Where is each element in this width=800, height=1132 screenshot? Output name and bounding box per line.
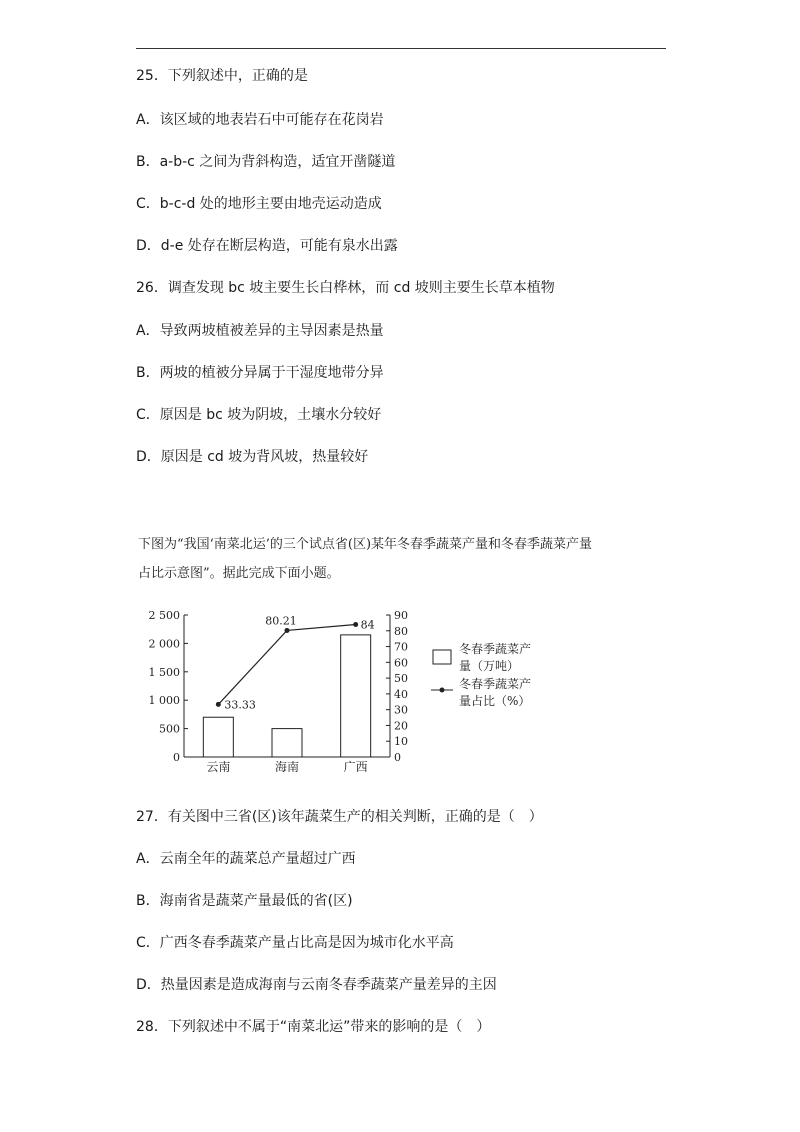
category-label: 云南: [206, 760, 231, 774]
legend-line-marker: [440, 688, 445, 693]
share-label-2: 80.21: [265, 614, 297, 628]
q25-option-a: A．该区域的地表岩石中可能存在花岗岩: [136, 112, 384, 128]
left-tick-label: 2 000: [148, 637, 180, 651]
left-tick-label: 500: [159, 722, 180, 736]
bar-1: [203, 717, 233, 757]
chart-intro-line-1: 下图为“我国‘南菜北运’的三个试点省(区)某年冬春季蔬菜产量和冬春季蔬菜产量: [138, 537, 593, 552]
q27-stem: 27．有关图中三省(区)该年蔬菜生产的相关判断，正确的是（ ）: [136, 809, 543, 825]
legend-line-label-1: 冬春季蔬菜产: [459, 677, 532, 691]
category-label: 海南: [274, 760, 300, 774]
legend-bar-label-1: 冬春季蔬菜产: [459, 642, 532, 656]
q25-stem: 25．下列叙述中，正确的是: [136, 68, 308, 84]
share-point-3: [353, 622, 358, 627]
right-tick-label: 30: [394, 703, 408, 717]
q25-option-c: C．b-c-d 处的地形主要由地壳运动造成: [136, 196, 382, 212]
top-rule: [136, 48, 666, 49]
bar-3: [341, 635, 371, 757]
right-tick-label: 0: [394, 751, 401, 764]
legend-bar-swatch: [433, 650, 451, 664]
bar-2: [272, 729, 302, 757]
q28-stem: 28．下列叙述中不属于“南菜北运”带来的影响的是（ ）: [136, 1019, 491, 1035]
q26-stem: 26．调查发现 bc 坡主要生长白桦林，而 cd 坡则主要生长草本植物: [136, 280, 555, 296]
share-label-1: 33.33: [224, 698, 256, 712]
right-tick-label: 40: [394, 687, 408, 701]
q26-option-b: B．两坡的植被分异属于干湿度地带分异: [136, 365, 384, 381]
share-point-2: [285, 628, 290, 633]
q27-option-d: D．热量因素是造成海南与云南冬春季蔬菜产量差异的主因: [136, 977, 497, 993]
q27-option-b: B．海南省是蔬菜产量最低的省(区): [136, 893, 353, 909]
q26-option-d: D．原因是 cd 坡为背风坡，热量较好: [136, 449, 369, 465]
chart-intro-line-2: 占比示意图”。据此完成下面小题。: [138, 566, 340, 581]
q25-option-b: B．a-b-c 之间为背斜构造，适宜开凿隧道: [136, 154, 396, 170]
right-tick-label: 10: [394, 735, 408, 749]
q25-option-d: D．d-e 处存在断层构造，可能有泉水出露: [136, 238, 398, 254]
q26-option-c: C．原因是 bc 坡为阴坡，土壤水分较好: [136, 407, 382, 423]
q27-option-a: A．云南全年的蔬菜总产量超过广西: [136, 851, 356, 867]
left-tick-label: 0: [173, 751, 180, 764]
share-line: [218, 624, 355, 704]
share-point-1: [216, 702, 221, 707]
right-tick-label: 20: [394, 719, 408, 733]
right-tick-label: 90: [394, 609, 408, 622]
left-tick-label: 1 000: [148, 694, 180, 708]
category-label: 广西: [343, 760, 368, 774]
vegetable-chart: [128, 600, 598, 780]
q27-option-c: C．广西冬春季蔬菜产量占比高是因为城市化水平高: [136, 935, 454, 951]
left-tick-label: 2 500: [148, 609, 180, 622]
legend-line-label-2: 量占比（%）: [459, 694, 531, 708]
right-tick-label: 80: [394, 624, 408, 638]
right-tick-label: 70: [394, 640, 408, 654]
share-label-3: 84: [360, 618, 375, 632]
right-tick-label: 50: [394, 672, 408, 686]
q26-option-a: A．导致两坡植被差异的主导因素是热量: [136, 323, 384, 339]
left-tick-label: 1 500: [148, 665, 180, 679]
legend-bar-label-2: 量（万吨）: [459, 659, 520, 673]
right-tick-label: 60: [394, 656, 408, 670]
